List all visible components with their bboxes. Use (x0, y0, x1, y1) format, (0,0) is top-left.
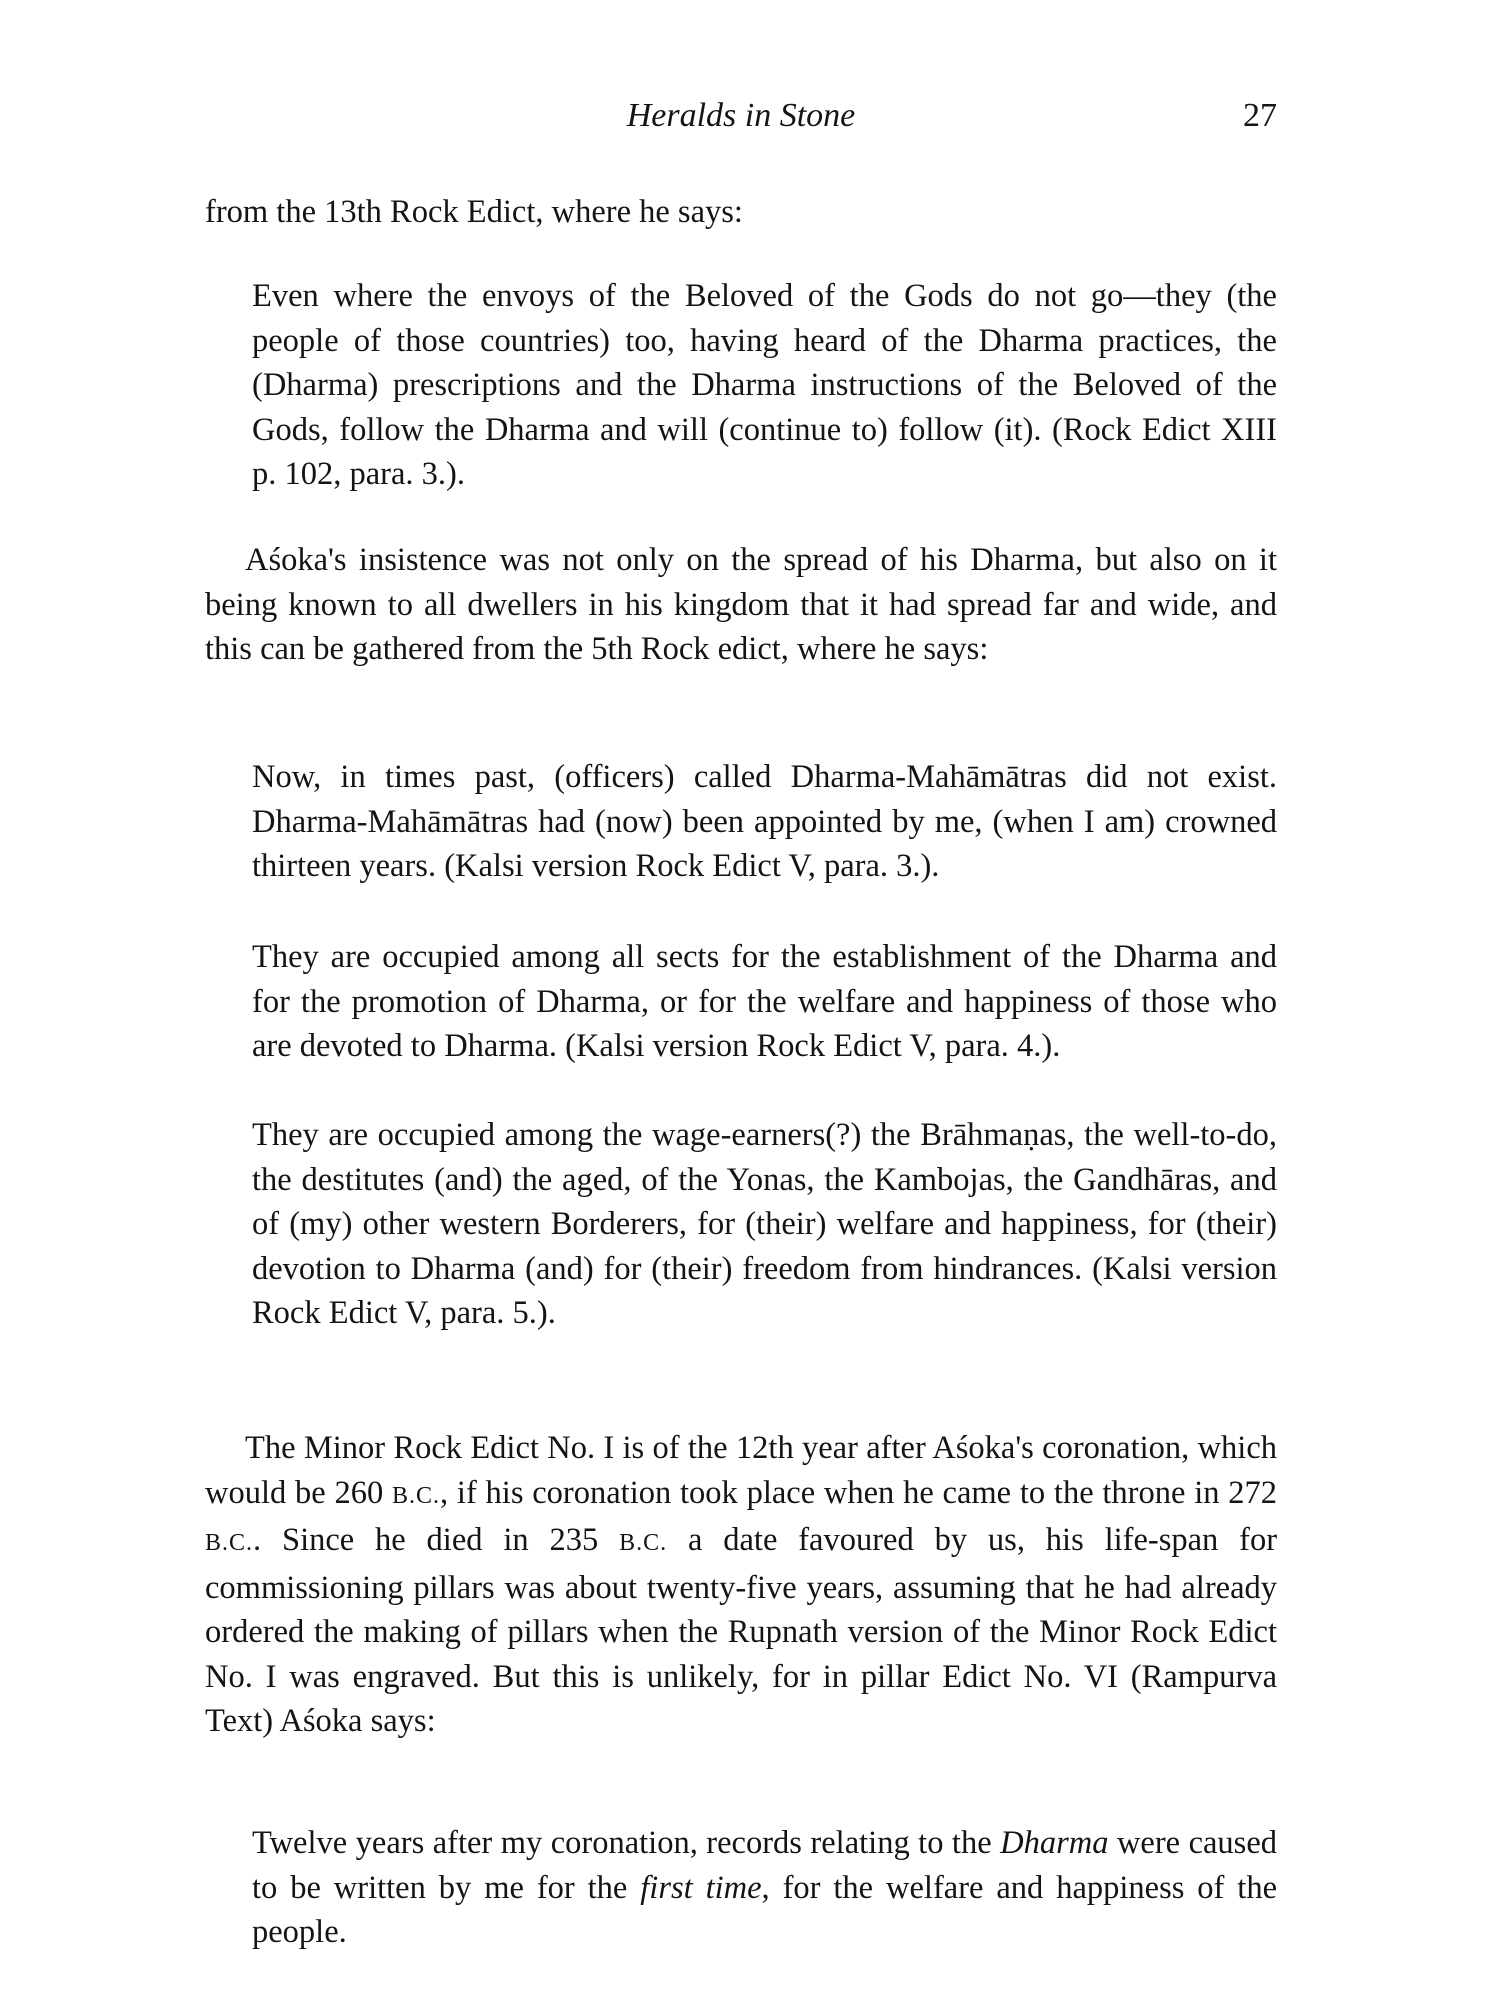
lead-in-text: from the 13th Rock Edict, where he says: (205, 194, 743, 230)
quote-pillar-edict-vi (252, 1821, 1277, 1955)
paragraph-minor-rock-edict-text-3: . Since he died in 235 (253, 1522, 599, 1558)
page-header (205, 97, 1277, 143)
paragraph-minor-rock-edict (205, 1426, 1277, 1744)
paragraph-minor-rock-edict-text-4: a date favoured by us, his life-span for commissioning pillars was about twenty-five years, assuming that he had already ordered the making of pillars when the Rupnath version of the Minor Rock Edict No. I was engraved. But this is unlikely, for in pillar Edict No. VI (Rampurva Text) Aśoka says: (205, 1522, 1278, 1739)
quote-kalsi-para-4: They are occupied among all sects for the establishment of the Dharma and for the promotion of Dharma, or for the welfare and happiness of those who are devoted to Dharma. (Kalsi version Rock Edict V, para. 4.). (252, 939, 1277, 1064)
bc-abbreviation: B.C. (205, 1530, 254, 1556)
quote-pillar-text-3: , for the welfare and happiness of the people. (252, 1869, 1277, 1950)
bc-abbreviation: B.C. (619, 1530, 668, 1556)
quote-pillar-text-1: Twelve years after my coronation, records relating to the (252, 1825, 992, 1861)
paragraph-minor-rock-edict-text-2: , if his coronation took place when he came to the throne in 272 (440, 1474, 1277, 1511)
quote-pillar-text-2: were caused to be written by me for the (252, 1825, 1277, 1906)
first-time-italic: first time (640, 1869, 762, 1906)
quote-rock-edict-xiii: Even where the envoys of the Beloved of the Gods do not go—they (the people of those countries) too, having heard of the Dharma practices, the (Dharma) prescriptions and the Dharma instructions of the Beloved of the Gods, follow the Dharma and will (continue to) follow (it). (Rock Edict XIII p. 102, para. 3.). (252, 278, 1277, 492)
running-title: Heralds in Stone (626, 97, 856, 134)
paragraph-asoka-insistence: Aśoka's insistence was not only on the spread of his Dharma, but also on it being known to all dwellers in his kingdom that it had spread far and wide, and this can be gathered from the 5th Rock edict, where he says: (205, 542, 1277, 667)
quote-kalsi-para-5: They are occupied among the wage-earners(?) the Brāhmaṇas, the well-to-do, the destitutes (and) the aged, of the Yonas, the Kambojas, the Gandhāras, and of (my) other western Borderers, for (their) welfare and happiness, for (their) devotion to Dharma (and) for (their) freedom from hindrances. (Kalsi version Rock Edict V, para. 5.). (252, 1117, 1277, 1331)
paragraph-minor-rock-edict-text-1: The Minor Rock Edict No. I is of the 12th year after Aśoka's coronation, which would be 260 (205, 1430, 1277, 1511)
quote-kalsi-para-3: Now, in times past, (officers) called Dharma-Mahāmātras did not exist. Dharma-Mahāmātras had (now) been appointed by me, (when I am) crowned thirteen years. (Kalsi version Rock Edict V, para. 3.). (252, 759, 1277, 884)
dharma-italic: Dharma (1000, 1825, 1109, 1861)
bc-abbreviation: B.C. (392, 1482, 441, 1509)
page-number: 27 (1243, 97, 1277, 134)
